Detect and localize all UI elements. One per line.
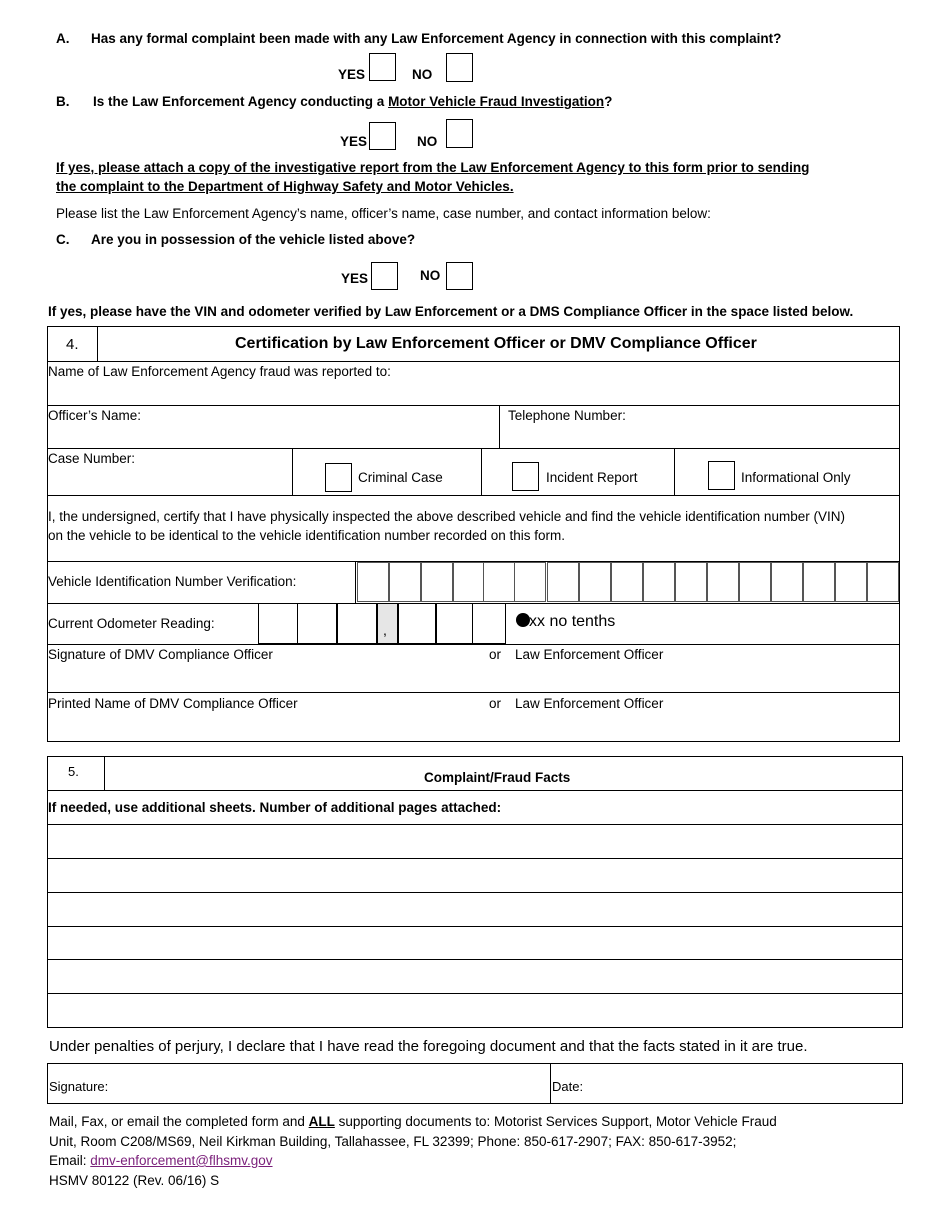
question-b-letter: B.	[56, 94, 70, 109]
vin-box-13[interactable]	[739, 562, 771, 602]
incident-report-checkbox[interactable]	[512, 462, 539, 491]
question-b-no-checkbox[interactable]	[446, 119, 473, 148]
vin-box-4[interactable]	[453, 562, 485, 602]
agency-input[interactable]	[48, 382, 898, 404]
vin-box-1[interactable]	[357, 562, 389, 602]
section-4-title: Certification by Law Enforcement Officer or DMV Compliance Officer	[235, 335, 757, 352]
footer-line-1: Mail, Fax, or email the completed form and ALL supporting documents to: Motorist Services Support, Motor Vehicle Fraud	[49, 1114, 777, 1129]
facts-line-divider	[47, 993, 903, 994]
certification-text-line2: on the vehicle to be identical to the vehicle identification number recorded on this form.	[48, 528, 566, 543]
email-link[interactable]: dmv-enforcement@flhsmv.gov	[90, 1153, 273, 1168]
section-5-title: Complaint/Fraud Facts	[424, 770, 571, 785]
form-id: HSMV 80122 (Rev. 06/16) S	[49, 1172, 220, 1188]
informational-only-checkbox[interactable]	[708, 461, 735, 490]
odometer-comma: ,	[383, 622, 387, 638]
footer-instructions	[49, 1112, 777, 1190]
vin-box-15[interactable]	[803, 562, 835, 602]
question-b-no-label: NO	[417, 134, 438, 149]
facts-line-divider	[47, 824, 903, 825]
additional-pages-label: If needed, use additional sheets. Number of additional pages attached:	[48, 800, 502, 815]
facts-line-input[interactable]	[48, 961, 901, 991]
vin-box-9[interactable]	[611, 562, 643, 602]
section-5-number: 5.	[68, 764, 79, 779]
case-number-input[interactable]	[48, 470, 290, 492]
date-label: Date:	[552, 1079, 584, 1094]
question-b-text: Is the Law Enforcement Agency conducting a Motor Vehicle Fraud Investigation?	[93, 94, 613, 109]
odometer-comma-box	[377, 603, 398, 644]
vin-box-2[interactable]	[389, 562, 421, 602]
facts-line-input[interactable]	[48, 826, 901, 856]
vin-box-6[interactable]	[514, 562, 546, 602]
agency-label: Name of Law Enforcement Agency fraud was reported to:	[48, 364, 391, 379]
question-b-note-line1: If yes, please attach a copy of the investigative report from the Law Enforcement Agency to this form prior to sending	[56, 160, 810, 175]
signature-label: Signature:	[49, 1079, 109, 1094]
question-a-yes-label: YES	[338, 67, 366, 82]
vin-box-17[interactable]	[867, 562, 899, 602]
vin-box-10[interactable]	[643, 562, 675, 602]
criminal-case-checkbox[interactable]	[325, 463, 352, 492]
question-a-letter: A.	[56, 31, 70, 46]
facts-line-divider	[47, 892, 903, 893]
question-a-no-checkbox[interactable]	[446, 53, 473, 82]
date-input[interactable]	[595, 1066, 897, 1101]
question-c-yes-label: YES	[341, 271, 369, 286]
or-label-2: or	[489, 696, 502, 711]
odometer-tenths-note: xx no tenths	[529, 613, 616, 630]
footer-email-line: Email: dmv-enforcement@flhsmv.gov	[49, 1153, 273, 1168]
vin-box-12[interactable]	[707, 562, 739, 602]
section-4-number: 4.	[66, 336, 79, 353]
odometer-digit-box[interactable]	[258, 603, 298, 644]
vin-box-7[interactable]	[547, 562, 579, 602]
facts-line-input[interactable]	[48, 894, 901, 924]
officer-name-label: Officer’s Name:	[48, 408, 142, 423]
informational-only-label: Informational Only	[741, 470, 851, 485]
le-officer-signature-label: Law Enforcement Officer	[515, 647, 664, 662]
odometer-label: Current Odometer Reading:	[48, 616, 215, 631]
question-b-list-instruction: Please list the Law Enforcement Agency’s name, officer’s name, case number, and contact information below:	[56, 206, 711, 221]
question-b-yes-checkbox[interactable]	[369, 122, 396, 150]
bullet-icon	[516, 613, 530, 627]
facts-line-divider	[47, 959, 903, 960]
vin-box-5[interactable]	[483, 562, 515, 602]
signature-input[interactable]	[120, 1066, 545, 1101]
odometer-digit-box[interactable]	[436, 603, 474, 644]
officer-name-input[interactable]	[48, 426, 498, 446]
question-c-letter: C.	[56, 232, 70, 247]
odometer-digit-box[interactable]	[297, 603, 337, 644]
facts-line-divider	[47, 926, 903, 927]
vin-box-3[interactable]	[421, 562, 453, 602]
perjury-statement: Under penalties of perjury, I declare that I have read the foregoing document and that the facts stated in it are true.	[49, 1038, 808, 1055]
telephone-label: Telephone Number:	[508, 408, 626, 423]
question-a-yes-checkbox[interactable]	[369, 53, 396, 81]
question-c-no-label: NO	[420, 268, 441, 283]
officer-signature-input[interactable]	[48, 666, 898, 690]
dmv-signature-label: Signature of DMV Compliance Officer	[48, 647, 273, 662]
question-c-note: If yes, please have the VIN and odometer verified by Law Enforcement or a DMS Compliance Officer in the space listed below.	[48, 304, 854, 319]
telephone-input[interactable]	[508, 426, 898, 446]
incident-report-label: Incident Report	[546, 470, 638, 485]
officer-printed-name-input[interactable]	[48, 714, 898, 739]
question-c-no-checkbox[interactable]	[446, 262, 473, 290]
le-officer-printed-label: Law Enforcement Officer	[515, 696, 664, 711]
odometer-digit-box[interactable]	[398, 603, 436, 644]
facts-line-input[interactable]	[48, 860, 901, 890]
certification-text-line1: I, the undersigned, certify that I have physically inspected the above described vehicle and find the vehicle identification number (VIN)	[48, 509, 845, 524]
footer-line-2: Unit, Room C208/MS69, Neil Kirkman Building, Tallahassee, FL 32399; Phone: 850-617-2907; FAX: 850-617-3952;	[49, 1133, 737, 1149]
facts-line-input[interactable]	[48, 928, 901, 958]
question-c-text: Are you in possession of the vehicle listed above?	[91, 232, 416, 247]
case-number-label: Case Number:	[48, 451, 136, 466]
vin-verification-label: Vehicle Identification Number Verification:	[48, 574, 297, 589]
question-b-yes-label: YES	[340, 134, 368, 149]
vin-box-14[interactable]	[771, 562, 803, 602]
or-label-1: or	[489, 647, 502, 662]
dmv-printed-name-label: Printed Name of DMV Compliance Officer	[48, 696, 298, 711]
facts-line-divider	[47, 858, 903, 859]
vin-box-11[interactable]	[675, 562, 707, 602]
question-a-no-label: NO	[412, 67, 433, 82]
question-b-note-line2: the complaint to the Department of Highway Safety and Motor Vehicles.	[56, 179, 514, 194]
criminal-case-label: Criminal Case	[358, 470, 443, 485]
question-c-yes-checkbox[interactable]	[371, 262, 398, 290]
vin-box-8[interactable]	[579, 562, 611, 602]
odometer-digit-box[interactable]	[472, 603, 506, 644]
vin-box-16[interactable]	[835, 562, 867, 602]
facts-line-input[interactable]	[48, 995, 901, 1025]
odometer-digit-box[interactable]	[337, 603, 377, 644]
question-a-text: Has any formal complaint been made with any Law Enforcement Agency in connection with this complaint?	[91, 31, 782, 46]
